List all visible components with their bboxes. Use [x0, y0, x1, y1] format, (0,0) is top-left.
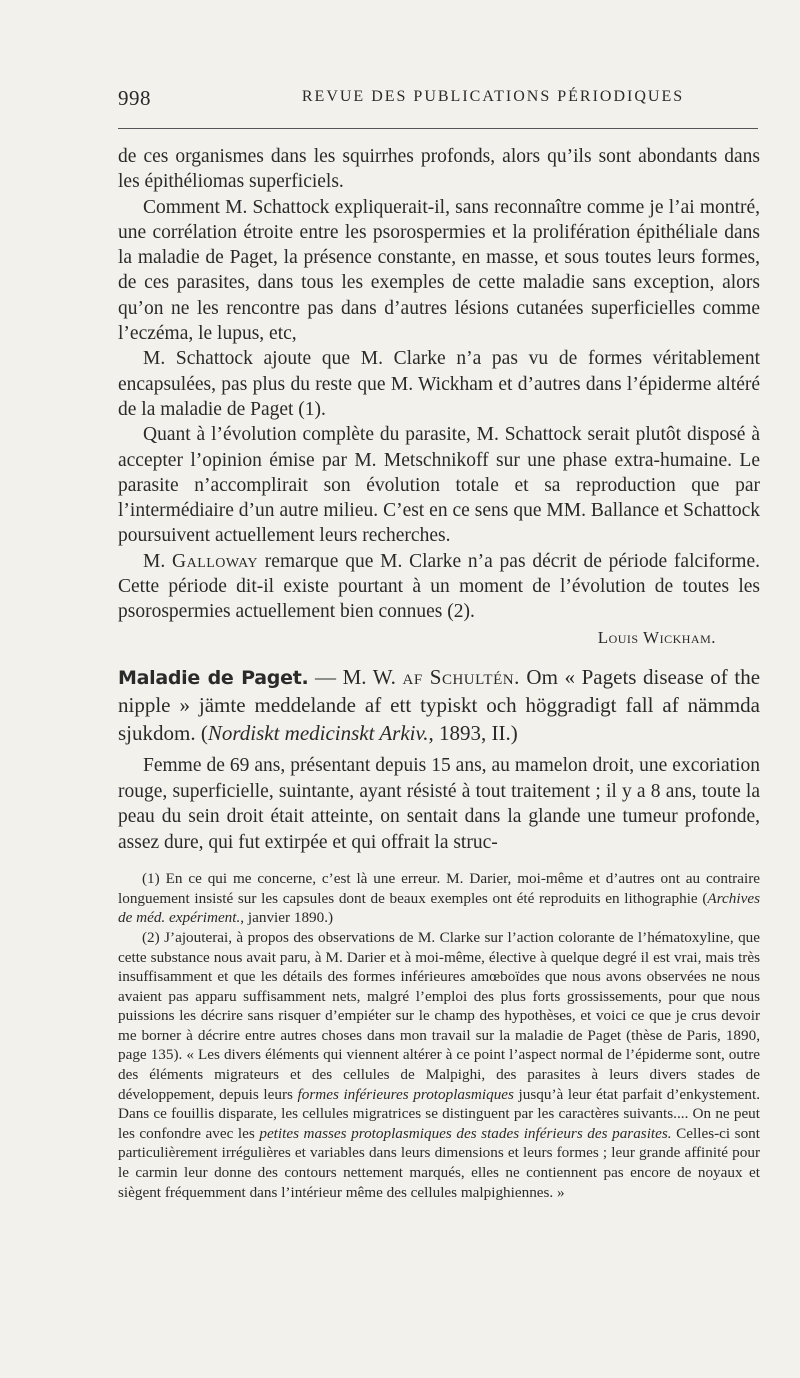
footnote-2-italic-1: formes inférieures protoplasmiques: [297, 1085, 514, 1103]
p5-text: remarque que M. Clarke n’a pas décrit de période falciforme. Cette période dit-il existe pourtant à un moment de l’évolution de toutes les psorospermies actuellement bien connues (2).: [118, 550, 761, 623]
abstract: [118, 753, 760, 855]
section-heading: [118, 664, 760, 748]
running-title: REVUE DES PUBLICATIONS PÉRIODIQUES: [301, 88, 685, 105]
p5-prefix: M.: [143, 550, 166, 572]
page-header: [118, 86, 758, 116]
section-dash: — M. W.: [308, 664, 396, 689]
section-title: Maladie de Paget.: [118, 666, 309, 689]
citation-year: , 1893, II.): [428, 720, 518, 745]
paragraph-4: Quant à l’évolution complète du parasite, M. Schattock serait plutôt disposé à accepter l’opinion émise par M. Metschnikoff sur une phase extra-humaine. Le parasite n’accomplirait son évolution totale et sa reproduction que par l’intermédiaire d’un autre milieu. C’est en ce sens que MM. Ballance et Schattock poursuivent actuellement leurs recherches.: [118, 424, 760, 547]
footnote-1-text: (1) En ce qui me concerne, c’est là une erreur. M. Darier, moi-même et d’autres ont au contraire longuement insisté sur les capsules dont de beaux exemples ont été reproduits en lithographie (: [118, 870, 760, 907]
footnote-2-text-b: jusqu’à leur état parfait d’enkystement. Dans ce fouillis disparate, les cellules migratrices se distinguent par les caractères suivants.... On ne peut les confondre avec les: [118, 1085, 760, 1142]
main-text: [118, 144, 760, 1202]
footnote-1-journal: Archives de méd. expériment.: [118, 889, 760, 927]
abstract-paragraph: Femme de 69 ans, présentant depuis 15 ans, au mamelon droit, une excoriation rouge, superficielle, suintante, ayant résisté à tout traitement ; il y a 8 ans, toute la peau du sein droit était atteinte, on sentait dans la glande une tumeur profonde, assez dure, qui fut extirpée et qui offrait la struc-: [118, 755, 760, 853]
paragraph-5: [118, 549, 760, 625]
footnote-2: [118, 928, 760, 1202]
footnote-2-italic-2: petites masses protoplasmiques des stades inférieurs des parasites.: [259, 1124, 672, 1142]
footnote-1-date: , janvier 1890.): [240, 909, 334, 927]
paragraph-3: M. Schattock ajoute que M. Clarke n’a pas vu de formes véritablement encapsulées, pas plus du reste que M. Wickham et d’autres dans l’épiderme altéré de la maladie de Paget (1).: [118, 348, 760, 420]
journal-name: Nordiskt medicinskt Arkiv.: [207, 720, 429, 745]
section-author: af Schultén.: [402, 664, 520, 689]
author-name-galloway: Galloway: [172, 550, 259, 572]
header-rule: [118, 128, 758, 129]
section-citation: Om « Pagets disease of the nipple » jämte meddelande af ett typiskt och höggradigt fall af nämmda sjukdom. (: [118, 664, 761, 745]
paragraph-1: de ces organismes dans les squirrhes profonds, alors qu’ils sont abondants dans les épithéliomas superficiels.: [118, 146, 760, 193]
page-number: 998: [118, 86, 151, 110]
footnotes: [118, 869, 760, 1202]
footnote-2-text-c: Celles-ci sont particulièrement irrégulières et variables dans leurs dimensions et leurs formes ; leur grande affinité pour le carmin leur donne des contours nettement marqués, elles ne contiennent pas encore de noyaux et siègent fréquemment dans l’intérieur même des cellules malpighiennes. »: [118, 1124, 760, 1201]
footnote-1: [118, 869, 760, 928]
footnote-2-text-a: (2) J’ajouterai, à propos des observations de M. Clarke sur l’action colorante de l’hématoxyline, que cette substance nous avait paru, à M. Darier et à moi-même, élective à quelque degré il est vrai, mais très insuffisamment et que les détails des formes inférieures amœboïdes que nous avons observées ne nous avaient pas apparu suffisamment nets, malgré l’emploi des plus forts grossissements, pour que nous puissions les décrire sans risquer d’empiéter sur le champ des hypothèses, et voici ce que je crus devoir me borner à décrire entre autres choses dans mon travail sur la maladie de Paget (thèse de Paris, 1890, page 135). « Les divers éléments qui viennent altérer à ce point l’aspect normal de l’épiderme sont, outre des éléments migrateurs et des cellules de Malpighi, des parasites à leurs divers stades de développement, depuis leurs: [118, 928, 760, 1103]
paragraph-2: Comment M. Schattock expliquerait-il, sans reconnaître comme je l’ai montré, une corrélation étroite entre les psorospermies et la prolifération épithéliale dans la maladie de Paget, la présence constante, en masse, et sous toutes leurs formes, de ces parasites, dans tous les exemples de cette maladie sans exception, alors qu’on ne les rencontre pas dans d’autres lésions cutanées superficielles comme l’eczéma, le lupus, etc,: [118, 196, 760, 345]
signature: Louis Wickham.: [597, 627, 716, 647]
